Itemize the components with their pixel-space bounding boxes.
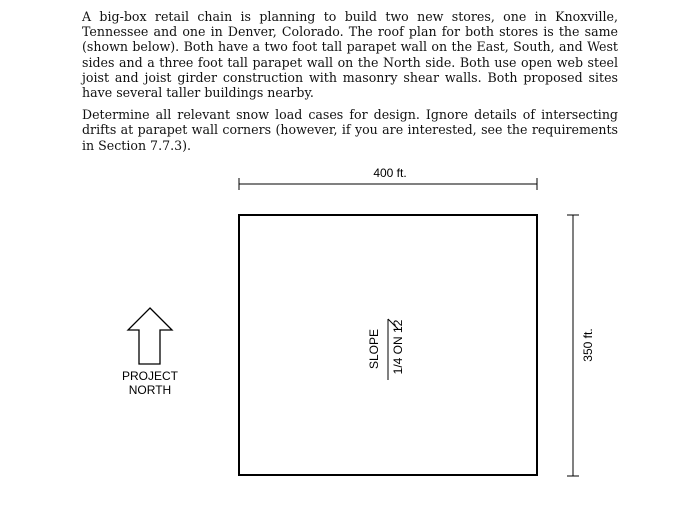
problem-paragraph-2: Determine all relevant snow load cases for design. Ignore details of intersecting drifts at parapet wall corners (however, if you are interested, see the requirements in Section 7.7.3). [82,107,618,153]
width-dimension-label: 400 ft. [373,166,407,180]
slope-value: 1/4 ON 12 [391,319,405,375]
project-north-indicator [122,308,179,397]
north-label-line-1: PROJECT [121,369,179,383]
north-label-line-2: NORTH [128,383,172,397]
height-dimension-label: 350 ft. [581,328,595,362]
north-arrow-icon [128,308,172,364]
width-dimension [239,166,537,190]
problem-paragraph-1: A big-box retail chain is planning to build two new stores, one in Knoxville, Tennessee and one in Denver, Colorado. The roof plan for both stores is the same (shown below). Both have a two foot tall parapet wall on the East, South, and West sides and a three foot tall parapet wall on the North side. Both use open web steel joist and joist girder construction with masonry shear walls. Both proposed sites have several taller buildings nearby. [82,9,618,101]
slope-indicator [367,319,405,380]
height-dimension [567,215,595,476]
slope-label: SLOPE [367,328,381,370]
